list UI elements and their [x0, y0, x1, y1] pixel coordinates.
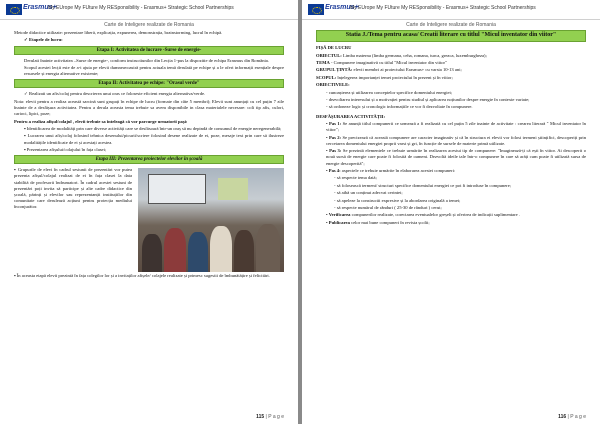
theme-value: - Compunere imaginativă cu titlul "Micul inventator din viitor" — [330, 60, 447, 66]
student-figure — [188, 232, 208, 272]
step-3 — [316, 148, 586, 167]
step-4-item: - să respecte numărul de rânduri ( 25-30 de rânduri ) cerut; — [316, 205, 586, 211]
step-4 — [316, 168, 586, 174]
purpose-label: SCOPUL: — [316, 74, 337, 80]
step-3-label: Pas 3: — [329, 148, 342, 154]
subject-value: Limba materna (limba germana, ceha, romana, turca, greaca, luxemburgheza); — [342, 52, 487, 58]
stage2-step-3: ▪ Prezentarea afișului/colajului în fața clasei; — [14, 147, 284, 153]
stage2-bar: Etapa II: Activitatea pe echipe: "Orasul verde" — [14, 79, 284, 88]
stage2-task: ✓ Realizati un afis/colaj pentru descrierea unui oras ce foloseste eficient energia alternativa/verde. — [14, 91, 284, 97]
objectives-heading: OBIECTIVELE: — [316, 82, 350, 88]
publication-item — [316, 220, 586, 226]
publication-label: Publicarea — [328, 219, 350, 225]
page-content — [316, 30, 586, 227]
theme-line — [316, 60, 586, 66]
header-title: My EUrope My FUture My RESponsibility - Erasmus+ Strategic School Partnerships — [350, 5, 536, 11]
stage2-step-2: ▪ Lucrarea unui afiș/colaj folosind tehnica desenului/picurii/scriere folosind desene realizate de ei, poze, mesaje text prin care să ilustreze modalitățile identificate de ei și acestați acestea. — [14, 133, 284, 145]
stage1-paragraph-2: Scopul acestei lecții este de a-i ajuta pe elevii dumneavoastră pentru actuala temă derulată pe echipe și a le oferi informații esențiale despre resursele și energia alternative existente; — [24, 64, 284, 77]
page-header — [0, 0, 298, 20]
footer-separator: | — [264, 414, 269, 420]
stage3-bar: Etapa III: Prezentarea proiectelor elevilor în școală — [14, 155, 284, 164]
page-label: P a g e — [268, 414, 284, 420]
worksheet-heading: FIȘĂ DE LUCRU — [316, 44, 352, 50]
classroom-photo — [138, 168, 284, 272]
page-label: P a g e — [570, 414, 586, 420]
page-number: 115 — [256, 414, 265, 420]
step-4-item: - să respecte tema dată; — [316, 175, 586, 181]
step-4-item: - să aibă un conținut adecvat cerintei; — [316, 190, 586, 196]
student-figure — [142, 234, 162, 272]
page-right — [302, 0, 600, 424]
step-4-item: - să folosească termeni/ structuri specifice domeniului energiei ce pot fi introduse în compunere; — [316, 183, 586, 189]
step-2-text: Se precizează că această compunere are caracter imaginativ și că în structura ei elevii vor folosi termeni științifici, descoperiți prin cercetarea domeniului energiei proprii varst și gri, în funcție de sursele de materie primă utilizate. — [326, 134, 587, 146]
publication-text: celor mai bune compuneri în revista școlii; — [351, 219, 430, 225]
step-4-label: Pas 4: — [328, 168, 341, 174]
target-group-label: GRUPUL ȚINTĂ: — [316, 67, 353, 73]
objective-item: - cunoașterea și utilizarea conceptelor specifice domeniului energiei; — [316, 90, 586, 96]
erasmus-logo: Erasmus+ — [325, 4, 359, 11]
stage1-paragraph-1: Derulati înainte activitatea –Surse de energie-, conform instructiunilor din Lecția 1-pus la dispozitie de echipa Erasmus din România. — [24, 57, 269, 63]
objective-item: - dezvoltarea interesului și a motivației pentru studiul și aplicarea noțiunilor despre energie în contexte variate; — [316, 97, 586, 103]
stage1-bar: Etapa I: Activitatea de lucrare -Surse de energie- — [14, 46, 284, 55]
methods-paragraph: Metode didactice utilizate: prezentare liberă, explicația, expunerea, demonstrația, brainstorming, lucrul în echipă. — [14, 30, 223, 35]
step-2 — [316, 135, 586, 147]
eu-flag-icon — [6, 4, 22, 15]
header-subtitle: Carte de Inteligere realizate de Romania — [104, 22, 194, 28]
stage2-steps-intro: Pentru a realiza afișul/colajul , elevii trebuie sa înteleagă că vor parcurge urmatorii pași: — [14, 118, 188, 124]
stage3-paragraph-2: ▪ În aceasta etapă elevii prezintă în fața colegilor lor și a invitaților afișele/ colajele realizate și primesc sugestii de îmbunătățire și felicitări. — [14, 273, 284, 279]
subject-line — [316, 53, 586, 59]
target-group-value: elevii membri ai proiectului Erasmus+ cu varsta 10-13 ani; — [353, 67, 462, 73]
poster-image — [218, 178, 248, 200]
eu-flag-icon — [308, 4, 324, 15]
verification-item — [316, 212, 586, 218]
stage3-paragraph-1: ▪ Grupurile de elevi în cadrul sesiunii de prezentări vor putea prezenta afișul/colajul realizat de ei în fața clasei la data stabilită de profesorii îndrumatori. În cadrul acestei sesiuni de prezentări poți invita să participe și alte cadre didactice din școală, părinți și elevilor sau reprezentanții instituțiilor din comunitate care derulează acțiuni pentru protecția mediului înconjurător. — [14, 167, 132, 210]
student-figure — [164, 228, 186, 272]
steps-heading: ✓ Etapele de lucru: — [14, 37, 284, 43]
step-1-label: Pas 1: — [329, 121, 342, 127]
student-figure — [256, 224, 280, 272]
whiteboard-image — [148, 174, 206, 204]
page-footer — [558, 414, 586, 420]
theme-label: TEMA — [316, 60, 330, 66]
step-2-label: Pas 2: — [328, 134, 342, 140]
subject-label: OBIECTUL: — [316, 52, 342, 58]
page-number: 116 — [558, 414, 567, 420]
verification-text: compunerilor realizate, corectarea eventualelor greșeli și oferirea de indicații suplimentare . — [351, 212, 520, 218]
step-4-text: aspectele ce trebuie urmărite în elaborarea acestei compuneri: — [341, 168, 456, 174]
student-figure — [234, 230, 254, 272]
objective-item: - să ordoneze logic și cronologic informațiile ce vor fi dezvoltate în compunere. — [316, 104, 586, 110]
verification-label: Verificarea — [328, 212, 351, 218]
purpose-value: înțelegerea importanței temei proiectului în prezent și în viitor; — [337, 74, 453, 80]
page-header — [302, 0, 600, 20]
stage3-text-column — [14, 167, 132, 272]
stage2-note: Nota: elevii pentru a realiza această sarcină sunt grupați în echipe de lucru (formate din câte 5 membri); Elevii sunt anunțați cu cel puțin 7 zile înainte de a desfășura activitatea. Pentru a derula aceasta tema trebuie sa avem disponibile in clasa materialele necesare: coli tip afis, culori, carioci, lipici, poze; — [14, 98, 284, 117]
page-left — [0, 0, 298, 424]
stage3-row — [14, 167, 284, 272]
purpose-line — [316, 75, 586, 81]
step-4-item: - să apeleze la constructii expresive și la abordarea originală a temei; — [316, 198, 586, 204]
stage2-step-1: ▪ Identificarea de modalități prin care diverse activități care se desfăsoară într-un oraș să nu depindă de consumul de energie neregenerabilă; — [14, 126, 284, 132]
header-subtitle: Carte de Inteligere realizate de Romania — [406, 22, 496, 28]
erasmus-logo: Erasmus+ — [23, 4, 57, 11]
header-title: My EUrope My FUture My RESponsibility - Erasmus+ Strategic School Partnerships — [48, 5, 234, 11]
footer-separator: | — [566, 414, 571, 420]
target-group-line — [316, 67, 586, 73]
step-3-text: Se prezintă elementele ce trebuie urmărite în realizarea acestui tip de compunere: "Imaginează-ți că ești în viitor. Ai descoperit o nouă sursă de energie care poate fi folosită de oameni. Dezvoltă ideile tale într-o compunere în care să arăți cum poate fi utilizată sursa de energie descoperită"; — [326, 148, 587, 166]
step-1 — [316, 121, 586, 133]
student-figure — [210, 226, 232, 272]
step-1-text: Se anunță titlul compunerii ce urmează a fi realizată cu cel puțin 5 zile inainte de activitate : crearea literară " Micul inventator în viitor"; — [326, 121, 586, 133]
page-content — [14, 30, 284, 281]
station-title-bar: Statia J./Tema pentru acasa/ Creatii literare cu titlul "Micul inventator din viitor" — [316, 30, 586, 42]
page-footer — [256, 414, 284, 420]
activity-heading: DESFĂȘURAREA ACTIVITĂȚII: — [316, 113, 386, 119]
